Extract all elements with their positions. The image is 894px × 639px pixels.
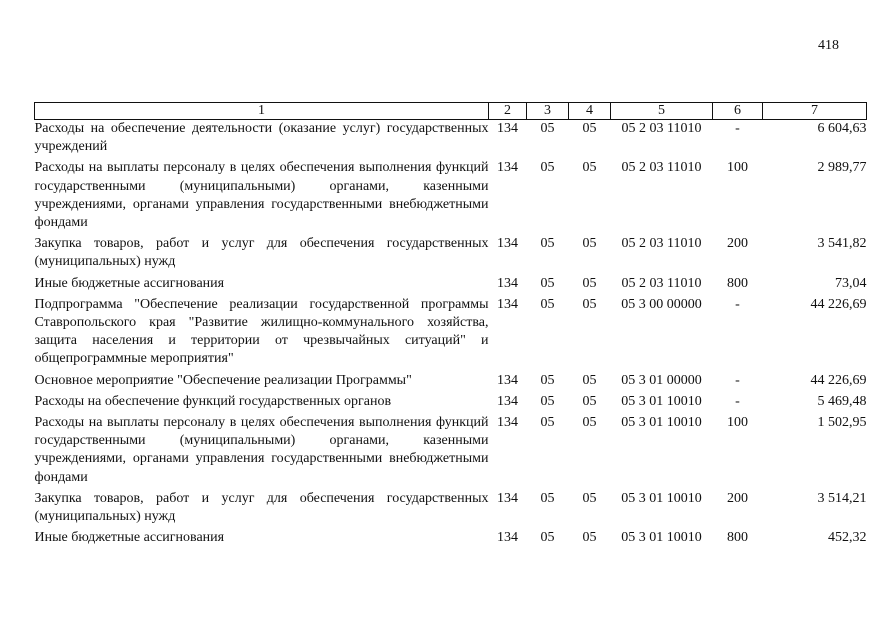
expense-name-cell: Иные бюджетные ассигнования xyxy=(34,530,225,546)
section-code-cell: 05 xyxy=(540,160,555,176)
expense-name-cell: Закупка товаров, работ и услуг для обеспечения государственных (муниципальных) нужд xyxy=(34,236,489,270)
subsection-code-cell: 05 xyxy=(582,530,597,546)
ministry-code-cell: 134 xyxy=(497,530,518,546)
ministry-code-cell: 134 xyxy=(497,372,518,388)
amount-cell: 2 989,77 xyxy=(817,160,867,176)
section-code-cell: 05 xyxy=(540,275,555,291)
table-row xyxy=(35,490,867,529)
target-article-cell: 05 3 00 00000 xyxy=(621,296,702,312)
budget-table xyxy=(34,102,867,550)
expense-type-cell: 100 xyxy=(727,415,748,431)
table-row xyxy=(35,235,867,274)
expense-name-cell: Расходы на выплаты персоналу в целях обеспечения выполнения функций государственными (муниципальными) органами, казенными учреждениями, органами управления государственными внебюджетными фондами xyxy=(34,160,489,231)
amount-cell: 1 502,95 xyxy=(817,415,867,431)
target-article-cell: 05 3 01 10010 xyxy=(621,530,702,546)
target-article-cell: 05 3 01 10010 xyxy=(621,393,702,409)
subsection-code-cell: 05 xyxy=(582,236,597,252)
target-article-cell: 05 2 03 11010 xyxy=(621,121,702,136)
section-code-cell: 05 xyxy=(540,393,555,409)
table-row xyxy=(35,159,867,235)
ministry-code-cell: 134 xyxy=(497,275,518,291)
ministry-code-cell: 134 xyxy=(497,393,518,409)
table-header-row xyxy=(35,103,867,120)
expense-type-cell: - xyxy=(735,372,740,388)
table-row xyxy=(35,414,867,490)
ministry-code-cell: 134 xyxy=(497,490,518,506)
column-header: 7 xyxy=(763,103,867,120)
target-article-cell: 05 2 03 11010 xyxy=(621,236,702,252)
expense-name-cell: Основное мероприятие "Обеспечение реализации Программы" xyxy=(34,372,412,388)
column-header: 2 xyxy=(489,103,527,120)
page-number: 418 xyxy=(818,38,839,53)
expense-name-cell: Расходы на обеспечение функций государственных органов xyxy=(34,393,392,409)
subsection-code-cell: 05 xyxy=(582,275,597,291)
target-article-cell: 05 2 03 11010 xyxy=(621,275,702,291)
expense-name-cell: Расходы на выплаты персоналу в целях обеспечения выполнения функций государственными (муниципальными) органами, казенными учреждениями, органами управления государственными внебюджетными фондами xyxy=(34,415,489,485)
column-header: 3 xyxy=(527,103,569,120)
column-header: 1 xyxy=(35,103,489,120)
expense-type-cell: - xyxy=(735,393,740,409)
table-row xyxy=(35,275,867,296)
expense-type-cell: - xyxy=(735,121,740,136)
target-article-cell: 05 3 01 10010 xyxy=(621,415,702,431)
amount-cell: 3 514,21 xyxy=(817,490,867,506)
expense-name-cell: Иные бюджетные ассигнования xyxy=(34,275,225,291)
subsection-code-cell: 05 xyxy=(582,393,597,409)
subsection-code-cell: 05 xyxy=(582,121,597,136)
table-row xyxy=(35,529,867,550)
target-article-cell: 05 3 01 00000 xyxy=(621,372,702,388)
expense-name-cell: Закупка товаров, работ и услуг для обеспечения государственных (муниципальных) нужд xyxy=(34,490,489,525)
amount-cell: 5 469,48 xyxy=(817,393,867,409)
column-header: 4 xyxy=(569,103,611,120)
table-row xyxy=(35,393,867,414)
amount-cell: 6 604,63 xyxy=(817,121,867,136)
expense-type-cell: 200 xyxy=(727,236,748,252)
expense-name-cell: Расходы на обеспечение деятельности (оказание услуг) государственных учреждений xyxy=(34,121,489,155)
ministry-code-cell: 134 xyxy=(497,160,518,176)
column-header: 6 xyxy=(713,103,763,120)
section-code-cell: 05 xyxy=(540,296,555,312)
table-row xyxy=(35,372,867,393)
subsection-code-cell: 05 xyxy=(582,490,597,506)
ministry-code-cell: 134 xyxy=(497,121,518,136)
subsection-code-cell: 05 xyxy=(582,372,597,388)
section-code-cell: 05 xyxy=(540,372,555,388)
amount-cell: 44 226,69 xyxy=(810,296,867,312)
section-code-cell: 05 xyxy=(540,236,555,252)
amount-cell: 452,32 xyxy=(828,530,867,546)
expense-name-cell: Подпрограмма "Обеспечение реализации государственной программы Ставропольского края "Развитие жилищно-коммунального хозяйства, защита населения и территории от чрезвычайных ситуаций" и общепрограммные мероприятия" xyxy=(34,296,489,367)
subsection-code-cell: 05 xyxy=(582,160,597,176)
subsection-code-cell: 05 xyxy=(582,415,597,431)
ministry-code-cell: 134 xyxy=(497,236,518,252)
expense-type-cell: 800 xyxy=(727,530,748,546)
ministry-code-cell: 134 xyxy=(497,415,518,431)
expense-type-cell: 200 xyxy=(727,490,748,506)
expense-type-cell: 100 xyxy=(727,160,748,176)
amount-cell: 3 541,82 xyxy=(817,236,867,252)
expense-type-cell: - xyxy=(735,296,740,312)
subsection-code-cell: 05 xyxy=(582,296,597,312)
ministry-code-cell: 134 xyxy=(497,296,518,312)
table-row xyxy=(35,120,867,160)
section-code-cell: 05 xyxy=(540,415,555,431)
column-header: 5 xyxy=(611,103,713,120)
table-row xyxy=(35,296,867,372)
target-article-cell: 05 2 03 11010 xyxy=(621,160,702,176)
section-code-cell: 05 xyxy=(540,121,555,136)
expense-type-cell: 800 xyxy=(727,275,748,291)
target-article-cell: 05 3 01 10010 xyxy=(621,490,702,506)
section-code-cell: 05 xyxy=(540,490,555,506)
section-code-cell: 05 xyxy=(540,530,555,546)
amount-cell: 44 226,69 xyxy=(810,372,867,388)
amount-cell: 73,04 xyxy=(835,275,867,291)
